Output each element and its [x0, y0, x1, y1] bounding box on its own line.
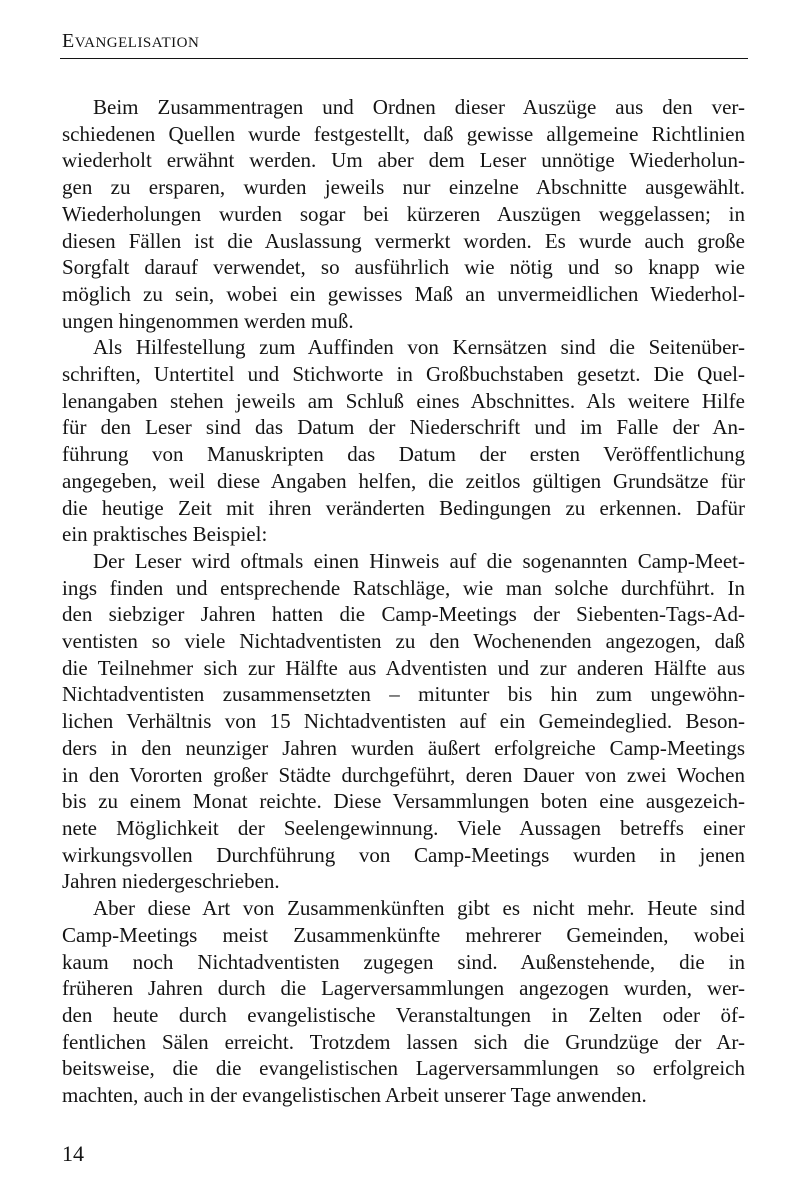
text-line: beitsweise, die die evangelistischen Lagerversammlungen so erfolgreich: [62, 1056, 745, 1081]
paragraph: [62, 895, 745, 1109]
paragraph: [62, 94, 745, 334]
body-text: [62, 94, 745, 1109]
text-line: führung von Manuskripten das Datum der ersten Veröffentlichung: [62, 442, 745, 467]
text-line: lichen Verhältnis von 15 Nichtadventisten auf ein Gemeindeglied. Beson-: [62, 709, 745, 734]
text-line: möglich zu sein, wobei ein gewisses Maß an unvermeidlichen Wiederhol-: [62, 281, 745, 306]
text-line: diesen Fällen ist die Auslassung vermerkt worden. Es wurde auch große: [62, 228, 745, 253]
text-line: nete Möglichkeit der Seelengewinnung. Viele Aussagen betreffs einer: [62, 815, 745, 840]
text-line: Wiederholungen wurden sogar bei kürzeren Auszügen weggelassen; in: [62, 201, 745, 226]
text-line: angegeben, weil diese Angaben helfen, die zeitlos gültigen Grundsätze für: [62, 468, 745, 493]
text-line: Als Hilfestellung zum Auffinden von Kernsätzen sind die Seitenüber-: [93, 335, 745, 360]
text-line: ventisten so viele Nichtadventisten zu den Wochenenden angezogen, daß: [62, 629, 745, 654]
text-line: Aber diese Art von Zusammenkünften gibt es nicht mehr. Heute sind: [93, 896, 745, 921]
text-line: machten, auch in der evangelistischen Arbeit unserer Tage anwenden.: [62, 1083, 647, 1108]
text-line: für den Leser sind das Datum der Niederschrift und im Falle der An-: [62, 415, 745, 440]
text-line: die heutige Zeit mit ihren veränderten Bedingungen zu erkennen. Dafür: [62, 495, 745, 520]
paragraph: [62, 548, 745, 895]
text-line: ungen hingenommen werden muß.: [62, 308, 354, 333]
text-line: ein praktisches Beispiel:: [62, 522, 268, 547]
text-line: Der Leser wird oftmals einen Hinweis auf die sogenannten Camp-Meet-: [93, 548, 745, 573]
text-line: bis zu einem Monat reichte. Diese Versammlungen boten eine ausgezeich-: [62, 789, 745, 814]
text-line: Jahren niedergeschrieben.: [62, 869, 280, 894]
text-line: Camp-Meetings meist Zusammenkünfte mehrerer Gemeinden, wobei: [62, 922, 745, 947]
text-line: ders in den neunziger Jahren wurden äußert erfolgreiche Camp-Meetings: [62, 735, 745, 760]
header-rule: [60, 58, 748, 59]
text-line: die Teilnehmer sich zur Hälfte aus Adventisten und zur anderen Hälfte aus: [62, 655, 745, 680]
text-line: fentlichen Sälen erreicht. Trotzdem lassen sich die Grundzüge der Ar-: [62, 1029, 745, 1054]
text-line: schriften, Untertitel und Stichworte in Großbuchstaben gesetzt. Die Quel-: [62, 362, 745, 387]
text-line: Beim Zusammentragen und Ordnen dieser Auszüge aus den ver-: [93, 95, 745, 119]
text-line: in den Vororten großer Städte durchgeführt, deren Dauer von zwei Wochen: [62, 762, 745, 787]
text-line: kaum noch Nichtadventisten zugegen sind. Außenstehende, die in: [62, 949, 745, 974]
text-line: ings finden und entsprechende Ratschläge, wie man solche durchführt. In: [62, 575, 745, 600]
text-line: lenangaben stehen jeweils am Schluß eines Abschnittes. Als weitere Hilfe: [62, 388, 745, 413]
text-line: wiederholt erwähnt werden. Um aber dem Leser unnötige Wiederholun-: [62, 148, 745, 173]
page-number: 14: [62, 1141, 84, 1166]
text-line: gen zu ersparen, wurden jeweils nur einzelne Abschnitte ausgewählt.: [62, 175, 745, 200]
text-line: Sorgfalt darauf verwendet, so ausführlich wie nötig und so knapp wie: [62, 255, 745, 280]
text-line: früheren Jahren durch die Lagerversammlungen angezogen wurden, wer-: [62, 976, 745, 1001]
text-line: schiedenen Quellen wurde festgestellt, daß gewisse allgemeine Richtlinien: [62, 121, 745, 146]
running-title: EVANGELISATION: [62, 30, 200, 52]
text-line: Nichtadventisten zusammensetzten – mitunter bis hin zum ungewöhn-: [62, 682, 745, 707]
text-line: wirkungsvollen Durchführung von Camp-Meetings wurden in jenen: [62, 842, 745, 867]
paragraph: [62, 334, 745, 548]
text-line: den heute durch evangelistische Veranstaltungen in Zelten oder öf-: [62, 1002, 745, 1027]
text-line: den siebziger Jahren hatten die Camp-Meetings der Siebenten-Tags-Ad-: [62, 602, 745, 627]
